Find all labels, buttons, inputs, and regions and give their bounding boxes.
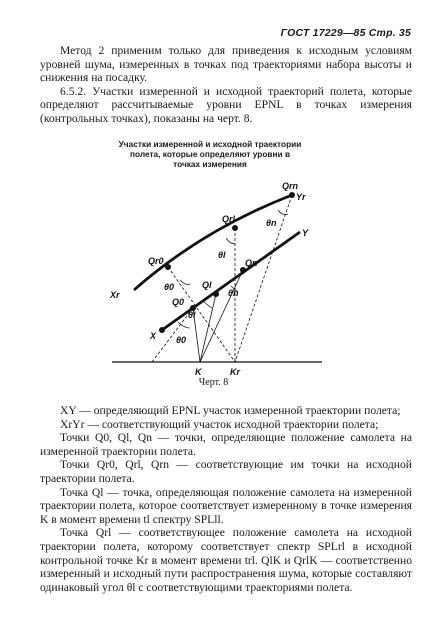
- label-kr: Kr: [230, 367, 241, 377]
- top-text-block: [40, 44, 412, 126]
- label-thetan-ref: θn: [266, 218, 277, 228]
- label-thetan: θn: [228, 288, 239, 298]
- definition-xryr: XrYr — соответствующий участок исходной траектории полета;: [60, 417, 379, 431]
- label-qn: Qn: [245, 258, 258, 268]
- label-qr0: Qr0: [148, 256, 164, 266]
- label-thetal-ref: θl: [218, 250, 226, 260]
- page-header: ГОСТ 17229—85 Стр. 35: [280, 27, 411, 39]
- bottom-text-block: [40, 404, 412, 594]
- flight-path-diagram: [92, 180, 342, 380]
- label-q0: Q0: [172, 297, 185, 307]
- label-theta0-ref: θ0: [164, 282, 175, 292]
- paragraph-6-5-2: 6.5.2. Участки измеренной и исходной траекторий полета, которые определяют рассчитываемые уровни EPNL в точках измерения (контрольных точках), показаны на черт. 8.: [40, 84, 412, 125]
- label-yr: Yr: [296, 192, 306, 202]
- definition-q-points: Точки Q0, Ql, Qn — точки, определяющие положение самолета на измеренной траектории полета.: [40, 431, 412, 458]
- label-ql: Ql: [202, 280, 212, 290]
- figure-label: Черт. 8: [198, 377, 229, 388]
- label-qrl: Qrl: [222, 214, 236, 224]
- paragraph-method-2: Метод 2 применим только для приведения к исходным условиям уровней шума, измеренных в точках под траекториями набора высоты и снижения на посадку.: [40, 44, 412, 85]
- label-y: Y: [302, 228, 309, 238]
- point-x: [159, 327, 165, 333]
- definition-qr-points: Точки Qr0, Qrl, Qrn — соответствующие им точки на исходной траектории полета.: [40, 458, 412, 485]
- definition-qrl: Точка Qrl — соответствующее положение самолета на исходной траектории полета, которому соответствует спектр SPLrl в исходной контрольной точке Kr в момент времени trl. QlK и QrlK — соответственно измеренный и исходный пути распространения шума, которые составляют одинаковый угол θl с соответствующими траекториями полета.: [40, 526, 412, 594]
- label-thetal: θl: [188, 310, 196, 320]
- label-xr: Xr: [110, 290, 120, 300]
- label-qrn: Qrn: [282, 181, 299, 191]
- figure-caption: Участки измеренной и исходной траектории полета, которые определяют уровни в точках измерения: [118, 139, 302, 170]
- reference-trajectory: [134, 195, 292, 290]
- label-x: X: [150, 331, 157, 341]
- label-theta0: θ0: [176, 335, 187, 345]
- definition-ql: Точка Ql — точка, определяющая положение самолета на измеренной траектории полета, которое соответствует измеренному в точке измерения K в момент времени tl спектру SPLll.: [40, 485, 412, 526]
- measured-trajectory: [162, 232, 300, 330]
- definition-xy: XY — определяющий EPNL участок измеренной траектории полета;: [60, 404, 401, 417]
- label-k: K: [195, 367, 202, 377]
